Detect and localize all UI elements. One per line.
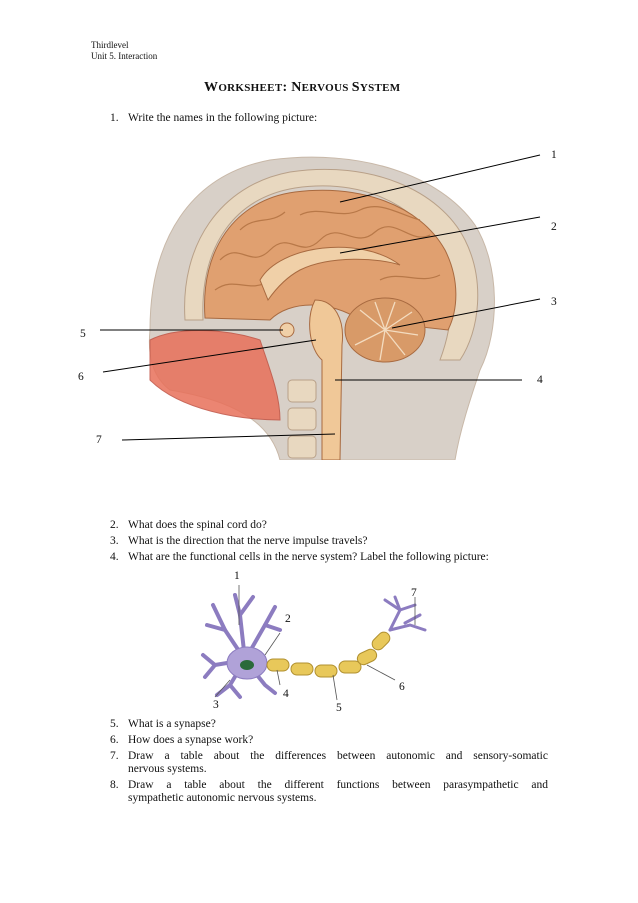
question-5: 5. What is a synapse? <box>110 718 216 730</box>
brain-label-5: 5 <box>80 328 86 340</box>
brain-label-2: 2 <box>551 221 557 233</box>
neuron-label-3: 3 <box>213 699 219 711</box>
brain-label-6: 6 <box>78 371 84 383</box>
neuron-label-7: 7 <box>411 587 417 599</box>
neuron-label-4: 4 <box>283 688 289 700</box>
nasal-region <box>150 331 280 420</box>
nucleus <box>240 660 254 670</box>
question-4: 4. What are the functional cells in the nerve system? Label the following picture: <box>110 551 489 563</box>
neuron-label-1: 1 <box>234 570 240 582</box>
brain-label-3: 3 <box>551 296 557 308</box>
question-7-cont: nervous systems. <box>128 763 207 775</box>
question-1: 1. Write the names in the following picture: <box>110 112 318 124</box>
question-2: 2. What does the spinal cord do? <box>110 519 267 531</box>
brain-label-1: 1 <box>551 149 557 161</box>
question-6: 6. How does a synapse work? <box>110 734 254 746</box>
header-line2: Unit 5. Interaction <box>91 51 158 61</box>
header-line1: Thirdlevel <box>91 40 129 50</box>
brain-label-4: 4 <box>537 374 543 386</box>
brain-label-7: 7 <box>96 434 102 446</box>
question-3: 3. What is the direction that the nerve impulse travels? <box>110 535 368 547</box>
page-title: WORKSHEET: NERVOUS SYSTEM <box>204 80 401 95</box>
neuron-label-2: 2 <box>285 613 291 625</box>
question-7: 7. Draw a table about the differences between autonomic and sensory-somatic <box>110 750 548 762</box>
question-8: 8. Draw a table about the different functions between parasympathetic and <box>110 779 548 791</box>
neuron-label-6: 6 <box>399 681 405 693</box>
questions-2-4 <box>110 519 489 564</box>
question-8-cont: sympathetic autonomic nervous systems. <box>128 792 317 804</box>
brain-illustration <box>0 140 638 460</box>
questions-5-8 <box>110 718 548 805</box>
neuron-label-5: 5 <box>336 702 342 714</box>
